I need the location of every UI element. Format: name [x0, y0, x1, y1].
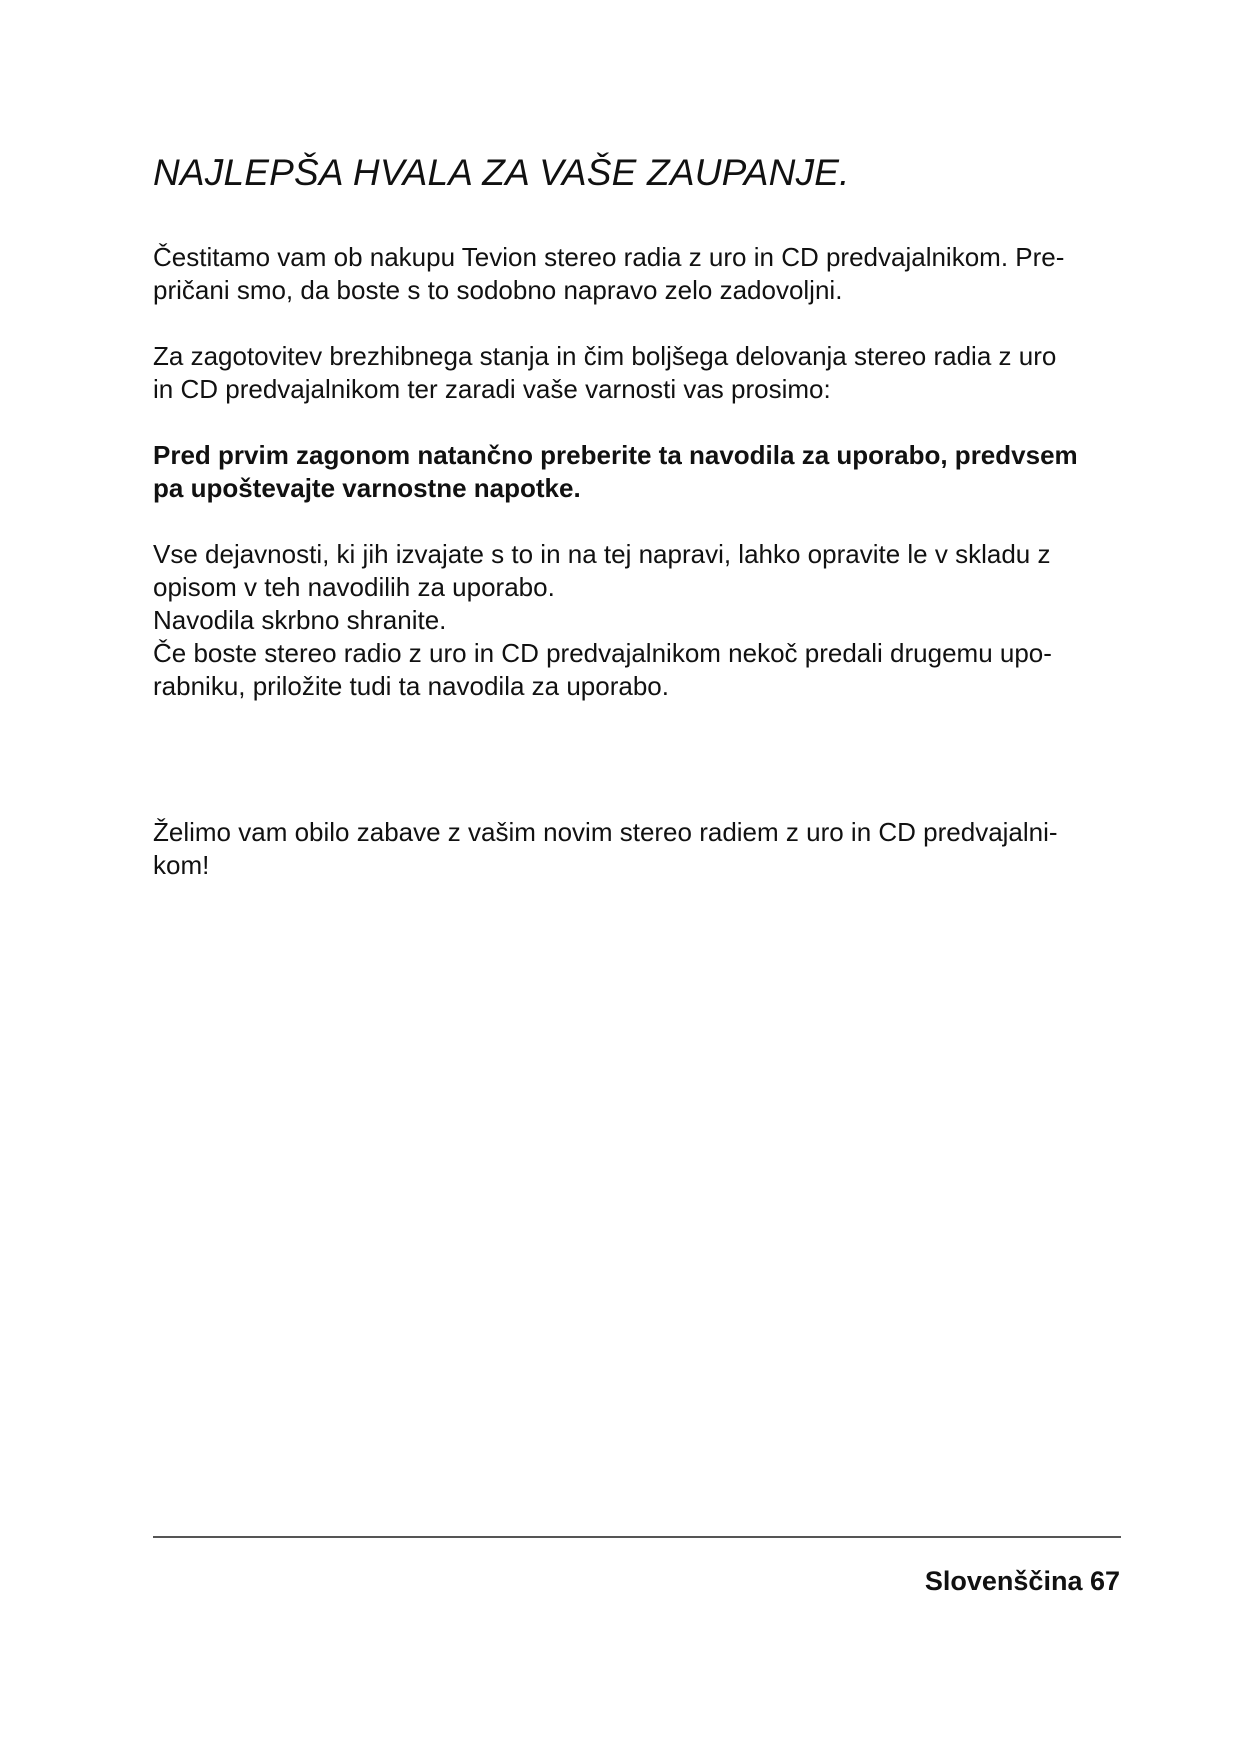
text-line: Če boste stereo radio z uro in CD predvajalnikom nekoč predali drugemu upo-	[153, 638, 1052, 668]
text-line: Pred prvim zagonom natančno preberite ta navodila za uporabo, predvsem	[153, 440, 1078, 470]
text-line: rabniku, priložite tudi ta navodila za uporabo.	[153, 671, 669, 701]
intro-paragraph	[153, 241, 1133, 307]
text-line: pa upoštevajte varnostne napotke.	[153, 473, 581, 503]
request-paragraph	[153, 340, 1133, 406]
text-line: Za zagotovitev brezhibnega stanja in čim boljšega delovanja stereo radia z uro	[153, 341, 1057, 371]
text-line: kom!	[153, 850, 210, 880]
page-title: NAJLEPŠA HVALA ZA VAŠE ZAUPANJE.	[153, 152, 850, 193]
instructions-paragraph	[153, 538, 1133, 703]
footer-divider	[153, 1536, 1121, 1538]
text-line: Vse dejavnosti, ki jih izvajate s to in na tej napravi, lahko opravite le v skladu z	[153, 539, 1051, 569]
text-line: Čestitamo vam ob nakupu Tevion stereo radia z uro in CD predvajalnikom. Pre-	[153, 242, 1065, 272]
text-line: in CD predvajalnikom ter zaradi vaše varnosti vas prosimo:	[153, 374, 831, 404]
footer-page-label: Slovenščina 67	[924, 1566, 1120, 1596]
text-line: pričani smo, da boste s to sodobno napravo zelo zadovoljni.	[153, 275, 843, 305]
text-line: Želimo vam obilo zabave z vašim novim stereo radiem z uro in CD predvajalni-	[153, 817, 1058, 847]
text-line: Navodila skrbno shranite.	[153, 605, 447, 635]
closing-paragraph	[153, 816, 1133, 882]
text-line: opisom v teh navodilih za uporabo.	[153, 572, 555, 602]
warning-paragraph	[153, 439, 1133, 505]
